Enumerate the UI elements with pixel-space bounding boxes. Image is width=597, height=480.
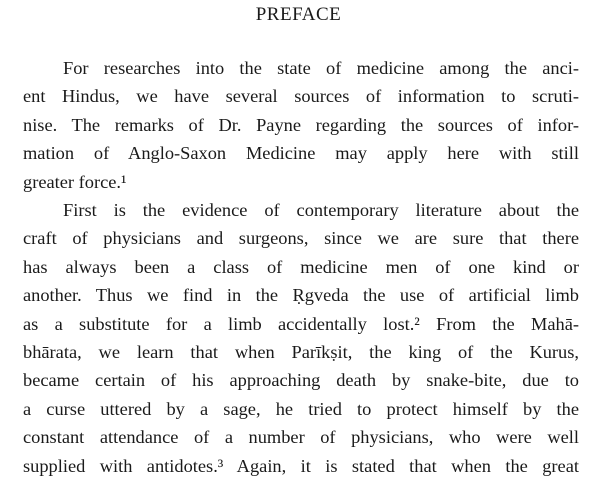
text-line: mation of Anglo-Saxon Medicine may apply here with still	[23, 143, 579, 164]
page-title: PREFACE	[255, 4, 342, 25]
body-text	[23, 54, 579, 480]
text-line: constant attendance of a number of physicians, who were well	[23, 427, 579, 448]
text-line: craft of physicians and surgeons, since we are sure that there	[23, 228, 579, 249]
paragraph-1	[23, 54, 579, 196]
text-line: became certain of his approaching death by snake-bite, due to	[23, 370, 579, 391]
text-line: greater force.¹	[23, 171, 127, 192]
text-line: a curse uttered by a sage, he tried to protect himself by the	[23, 398, 579, 419]
text-line: First is the evidence of contemporary literature about the	[63, 200, 579, 221]
text-line: nise. The remarks of Dr. Payne regarding the sources of infor-	[23, 114, 579, 135]
text-line: ent Hindus, we have several sources of information to scruti-	[23, 86, 579, 107]
text-line: as a substitute for a limb accidentally lost.² From the Mahā-	[23, 313, 579, 334]
paragraph-2	[23, 196, 579, 480]
text-line: has always been a class of medicine men of one kind or	[23, 256, 579, 277]
text-line: For researches into the state of medicine among the anci-	[63, 58, 579, 78]
text-line: bhārata, we learn that when Parīkṣit, the king of the Kurus,	[23, 342, 579, 363]
text-line: supplied with antidotes.³ Again, it is stated that when the great	[23, 455, 579, 476]
text-line: another. Thus we find in the Ṛgveda the use of artificial limb	[23, 285, 579, 306]
